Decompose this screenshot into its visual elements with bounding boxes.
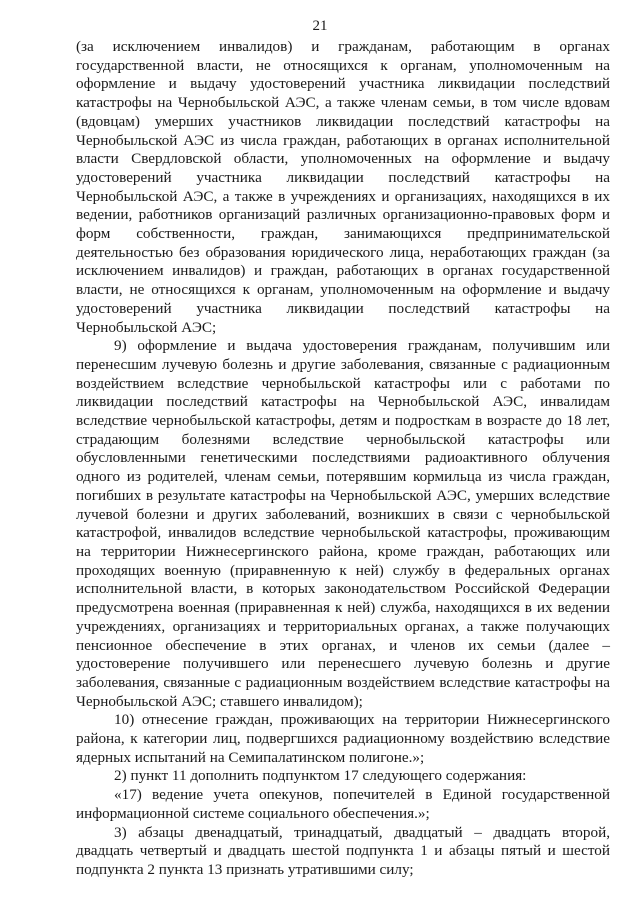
page-number: 21: [312, 18, 328, 34]
paragraph-item-10: 10) отнесение граждан, проживающих на территории Нижнесергинского района, к категории лиц, подвергшихся радиационному воздействию вследствие ядерных испытаний на Семипалатинском полигоне.»;: [76, 711, 610, 766]
paragraph-item-9: 9) оформление и выдача удостоверения гражданам, получившим или перенесшим лучевую болезнь и другие заболевания, связанные с радиационным воздействием вследствие чернобыльской катастрофы или с работами по ликвидации последствий катастрофы на Чернобыльской АЭС, инвалидам вследствие чернобыльской катастрофы, детям и подросткам в возрасте до 18 лет, страдающим болезнями вследствие чернобыльской катастрофы или обусловленными генетическими последствиями радиоактивного облучения одного из родителей, членам семьи, потерявшим кормильца из числа граждан, погибших в результате катастрофы на Чернобыльской АЭС, умерших вследствие лучевой болезни и других заболеваний, возникших в связи с чернобыльской катастрофой, инвалидов вследствие чернобыльской катастрофы, проживающим на территории Нижнесергинского района, кроме граждан, работающих или проходящих военную (приравненную к ней) службу в федеральных органах исполнительной власти, в которых законодательством Российской Федерации предусмотрена военная (приравненная к ней) служба, находящихся в их ведении учреждениях, организациях и территориальных органах, а также получающих пенсионное обеспечение в этих органах, и членов их семьи (далее – удостоверение получившего или перенесшего лучевую болезнь и другие заболевания, связанные с радиационным воздействием вследствие катастрофы на Чернобыльской АЭС; ставшего инвалидом);: [76, 337, 610, 710]
paragraph-continuation: (за исключением инвалидов) и гражданам, работающим в органах государственной власти, не относящихся к органам, уполномоченным на оформление и выдачу удостоверений участника ликвидации последствий катастрофы на Чернобыльской АЭС, а также членам семьи, в том числе вдовам (вдовцам) умерших участников ликвидации последствий катастрофы на Чернобыльской АЭС из числа граждан, работающих в органах исполнительной власти Свердловской области, уполномоченных на оформление и выдачу удостоверений участника ликвидации последствий катастрофы на Чернобыльской АЭС, а также в учреждениях и организациях, находящихся в их ведении, работников организаций различных организационно-правовых форм и форм собственности, граждан, занимающихся предпринимательской деятельностью без образования юридического лица, неработающих граждан (за исключением инвалидов) и граждан, работающих в органах государственной власти, не относящихся к органам, уполномоченным на оформление и выдачу удостоверений участника ликвидации последствий катастрофы на Чернобыльской АЭС;: [76, 38, 610, 336]
paragraph-item-17: «17) ведение учета опекунов, попечителей в Единой государственной информационной системе социального обеспечения.»;: [76, 786, 610, 822]
paragraph-amendment-3: 3) абзацы двенадцатый, тринадцатый, двадцатый – двадцать второй, двадцать четвертый и двадцать шестой подпункта 1 и абзацы пятый и шестой подпункта 2 пункта 13 признать утратившими силу;: [76, 823, 610, 878]
document-body: [76, 38, 610, 880]
paragraph-amendment-2: 2) пункт 11 дополнить подпунктом 17 следующего содержания:: [114, 767, 527, 785]
